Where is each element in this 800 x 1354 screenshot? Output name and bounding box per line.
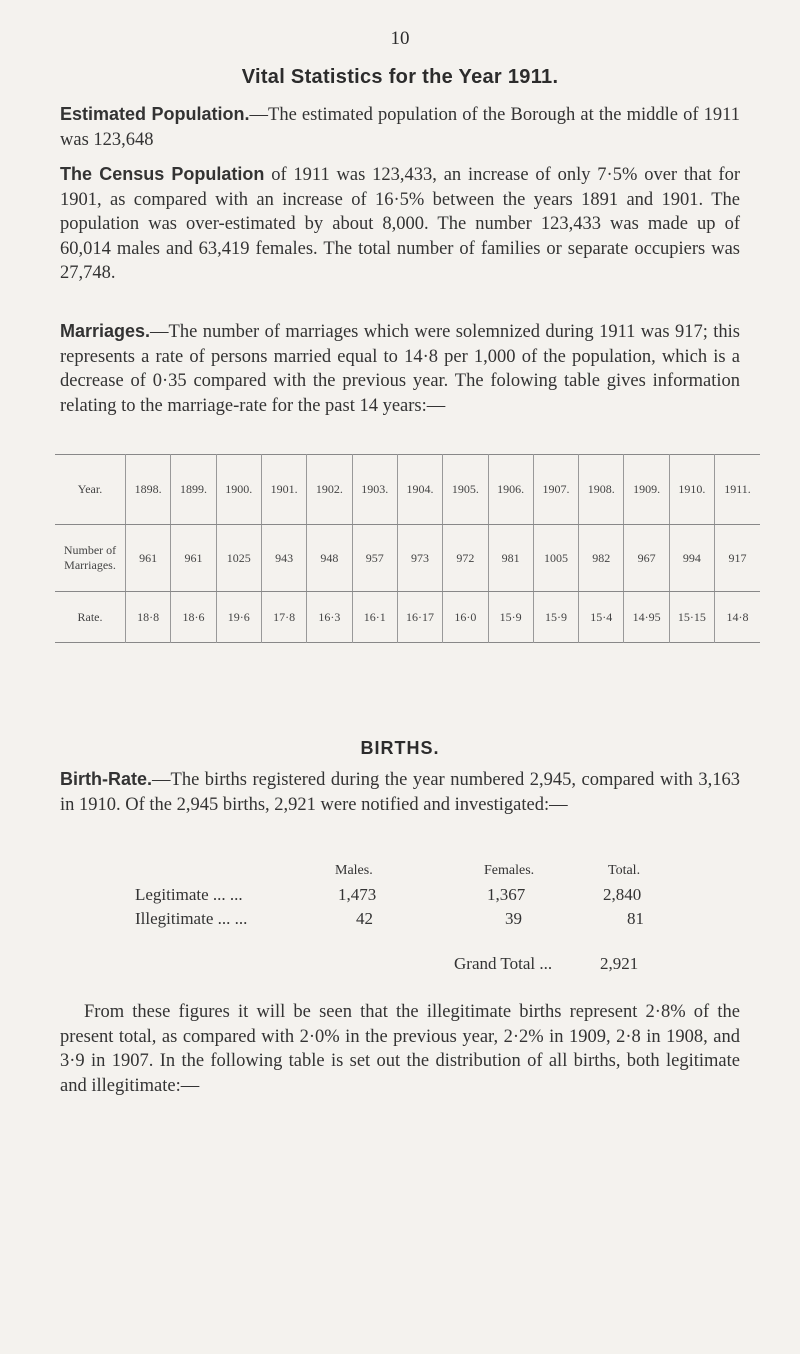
illegitimate-label: Illegitimate ... ...	[135, 909, 248, 928]
year-cell: 1910.	[669, 455, 714, 525]
rate-cell: 15·9	[533, 592, 578, 643]
page-number: 10	[390, 28, 410, 49]
marriages-count-cell: 982	[579, 525, 624, 592]
year-cell: 1907.	[533, 455, 578, 525]
marriages-count-cell: 972	[443, 525, 488, 592]
page-title: Vital Statistics for the Year 1911.	[241, 66, 559, 88]
illegitimate-females: 39	[505, 909, 522, 928]
illegitimate-total: 81	[627, 909, 644, 928]
rate-cell: 16·1	[352, 592, 397, 643]
estimated-population-lead: Estimated Population.	[60, 104, 250, 124]
estimated-population-paragraph	[60, 102, 740, 152]
total-column-header: Total.	[608, 863, 641, 878]
marriages-count-row	[55, 525, 760, 592]
year-cell: 1903.	[352, 455, 397, 525]
marriages-count-cell: 961	[171, 525, 216, 592]
marriages-count-cell: 957	[352, 525, 397, 592]
year-cell: 1899.	[171, 455, 216, 525]
year-cell: 1905.	[443, 455, 488, 525]
estimated-population-text: —The estimated population of the Borough at the middle of 1911 was 123,648	[60, 105, 740, 150]
marriages-count-cell: 943	[261, 525, 306, 592]
grand-total-label: Grand Total ...	[454, 954, 553, 973]
year-cell: 1911.	[715, 455, 760, 525]
marriages-count-cell: 981	[488, 525, 533, 592]
grand-total-value: 2,921	[600, 954, 639, 973]
marriages-paragraph	[60, 319, 740, 418]
rate-cell: 14·95	[624, 592, 669, 643]
rate-header: Rate.	[77, 609, 103, 624]
birth-rate-text: —The births registered during the year numbered 2,945, compared with 3,163 in 1910. Of the 2,945 births, 2,921 were notified and investigated:—	[60, 770, 740, 815]
year-cell: 1909.	[624, 455, 669, 525]
year-cell: 1904.	[397, 455, 442, 525]
birth-rate-lead: Birth-Rate.	[60, 769, 153, 789]
rate-cell: 16·17	[397, 592, 442, 643]
illegitimate-males: 42	[356, 909, 373, 928]
rate-cell: 16·0	[443, 592, 488, 643]
marriage-rate-table	[55, 454, 760, 643]
birth-rate-paragraph	[60, 767, 740, 817]
marriages-count-cell: 948	[307, 525, 352, 592]
legitimate-label: Legitimate ... ...	[135, 885, 243, 904]
year-cell: 1908.	[579, 455, 624, 525]
census-population-paragraph	[60, 162, 740, 286]
marriages-text: —The number of marriages which were solemnized during 1911 was 917; this represents a rate of persons married equal to 14·8 per 1,000 of the population, which is a decrease of 0·35 compared with the previous year. The folowing table gives information relating to the marriage-rate for the past 14 years:—	[60, 322, 740, 416]
rate-row	[55, 592, 760, 643]
year-header: Year.	[55, 455, 126, 525]
marriages-count-cell: 973	[397, 525, 442, 592]
year-cell: 1900.	[216, 455, 261, 525]
rate-cell: 15·15	[669, 592, 714, 643]
marriages-count-cell: 961	[126, 525, 171, 592]
marriages-count-cell: 917	[715, 525, 760, 592]
legitimate-males: 1,473	[338, 885, 377, 904]
year-cell: 1898.	[126, 455, 171, 525]
year-cell: 1906.	[488, 455, 533, 525]
year-cell: 1901.	[261, 455, 306, 525]
marriages-count-cell: 1005	[533, 525, 578, 592]
legitimate-females: 1,367	[487, 885, 526, 904]
births-heading: BIRTHS.	[360, 738, 440, 758]
females-column-header: Females.	[484, 863, 535, 878]
census-population-lead: The Census Population	[60, 164, 265, 184]
rate-cell: 16·3	[307, 592, 352, 643]
marriages-count-cell: 1025	[216, 525, 261, 592]
marriages-count-header: Number of Marriages.	[55, 525, 126, 592]
rate-cell: 15·9	[488, 592, 533, 643]
illegitimate-births-paragraph: From these figures it will be seen that the illegitimate births represent 2·8% of the present total, as compared with 2·0% in the previous year, 2·2% in 1909, 2·8 in 1908, and 3·9 in 1907. In the following table is set out the distribution of all births, both legitimate and illegitimate:—	[60, 1002, 740, 1096]
census-population-text: of 1911 was 123,433, an increase of only 7·5% over that for 1901, as compared with an increase of 16·5% between the years 1891 and 1901. The population was over-estimated by about 8,000. The number 123,433 was made up of 60,014 males and 63,419 females. The total number of families or separate occupiers was 27,748.	[60, 165, 740, 284]
rate-cell: 18·8	[126, 592, 171, 643]
rate-cell: 15·4	[579, 592, 624, 643]
rate-cell: 18·6	[171, 592, 216, 643]
year-cell: 1902.	[307, 455, 352, 525]
marriages-lead: Marriages.	[60, 321, 151, 341]
rate-cell: 17·8	[261, 592, 306, 643]
males-column-header: Males.	[335, 863, 373, 878]
rate-cell: 19·6	[216, 592, 261, 643]
rate-cell: 14·8	[715, 592, 760, 643]
legitimate-total: 2,840	[603, 885, 642, 904]
marriages-count-cell: 967	[624, 525, 669, 592]
year-row	[55, 455, 760, 525]
marriages-count-cell: 994	[669, 525, 714, 592]
